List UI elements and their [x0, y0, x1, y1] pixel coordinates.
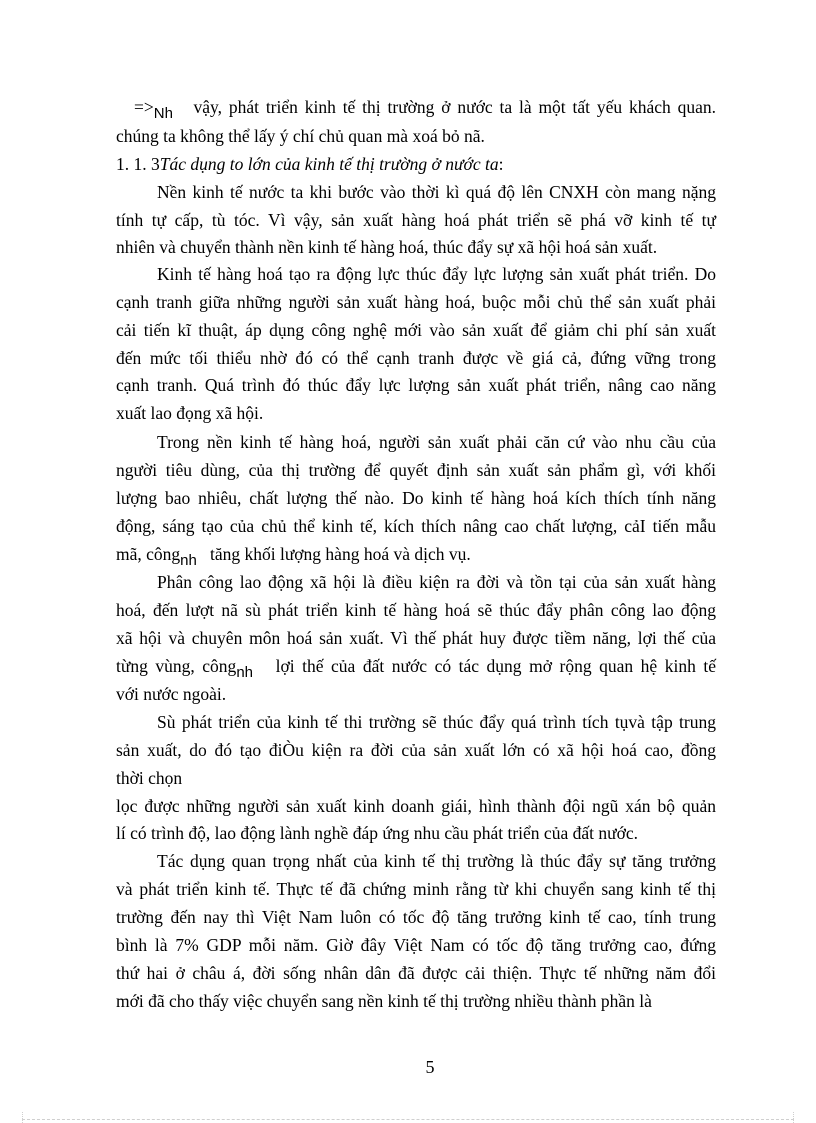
text-line: Kinh tế hàng hoá tạo ra động lực thúc đẩy lực lượng sản xuất phát triển. Do: [157, 264, 716, 284]
text-line: Phân công lao động xã hội là điều kiện ra đời và tồn tại của sản xuất hàng: [157, 572, 716, 592]
text-line: chúng ta không thể lấy ý chí chủ quan mà xoá bỏ nã.: [116, 126, 485, 146]
text-line: Sù phát triển của kinh tế thi trường sẽ thúc đẩy quá trình tích tụvà tập trung: [157, 712, 716, 732]
text-line: mới đã cho thấy việc chuyển sang nền kinh tế thị trường nhiều thành phần là: [116, 991, 652, 1011]
text-line: tính tự cấp, tù tóc. Vì vậy, sản xuất hàng hoá phát triển sẽ phá vỡ kinh tế tự: [116, 210, 716, 230]
text-line: lượng bao nhiêu, chất lượng thế nào. Do kinh tế hàng hoá kích thích tính năng: [116, 488, 716, 508]
text-line: xuất lao đọng xã hội.: [116, 403, 264, 423]
text-line: =>Nh vậy, phát triển kinh tế thị trường ở nước ta là một tất yếu khách quan.: [134, 97, 716, 122]
text-line: từng vùng, côngnh lợi thế của đất nước có tác dụng mở rộng quan hệ kinh tế: [116, 656, 716, 681]
text-line: Trong nền kinh tế hàng hoá, người sản xuất phải căn cứ vào nhu cầu của: [157, 432, 716, 452]
text-line: với nước ngoài.: [116, 684, 227, 704]
text-line: trường đến nay thì Việt Nam luôn có tốc độ tăng trưởng kinh tế cao, tính trung: [116, 907, 716, 927]
text-line: bình là 7% GDP mỗi năm. Giờ đây Việt Nam có tốc độ tăng trưởng cao, đứng: [116, 935, 716, 955]
text-line: thứ hai ở châu á, đời sống nhân dân đã được cải thiện. Thực tế những năm đổi: [116, 963, 716, 983]
text-line: lọc được những người sản xuất kinh doanh giái, hình thành đội ngũ xán bộ quản: [116, 796, 716, 816]
text-line: xã hội và chuyên môn hoá sản xuất. Vì thế phát huy được tiềm năng, lợi thế của: [116, 628, 716, 648]
text-line: nhiên và chuyển thành nền kinh tế hàng hoá, thúc đẩy sự xã hội hoá sản xuất.: [116, 237, 658, 257]
text-line: động, sáng tạo của chủ thể kinh tế, kích thích nâng cao chất lượng, cảI tiến mẫu: [116, 516, 716, 536]
text-line: Tác dụng quan trọng nhất của kinh tế thị trường là thúc đẩy sự tăng trưởng: [157, 851, 716, 871]
text-line: Nền kinh tế nước ta khi bước vào thời kì quá độ lên CNXH còn mang nặng: [157, 182, 716, 202]
page-corner-mark: [793, 1112, 795, 1123]
text-line: cạnh tranh giữa những người sản xuất hàng hoá, buộc mỗi chủ thể sản xuất phải: [116, 292, 716, 312]
text-line: và phát triển kinh tế. Thực tế đã chứng minh rằng từ khi chuyển sang kinh tế thị: [116, 879, 716, 899]
page-corner-mark: [22, 1112, 24, 1123]
page-bottom-border: [22, 1119, 794, 1120]
text-line: mã, côngnh tăng khối lượng hàng hoá và dịch vụ.: [116, 544, 471, 569]
text-line: sản xuất, do đó tạo điÒu kiện ra đời của sản xuất lớn có xã hội hoá cao, đồng: [116, 740, 716, 760]
text-line: cải tiến kĩ thuật, áp dụng công nghệ mới vào sản xuất để giảm chi phí sản xuất: [116, 320, 716, 340]
page-number: 5: [425, 1057, 435, 1077]
section-heading: 1. 1. 3Tác dụng to lớn của kinh tế thị trường ở nước ta:: [116, 154, 504, 174]
text-line: thời chọn: [116, 768, 183, 788]
text-line: cạnh tranh. Quá trình đó thúc đẩy lực lượng sản xuất phát triển, nâng cao năng: [116, 375, 716, 395]
text-line: hoá, đến lượt nã sù phát triển kinh tế hàng hoá sẽ thúc đẩy phân công lao động: [116, 600, 716, 620]
text-line: đến mức tối thiểu nhờ đó có thể cạnh tranh được về giá cả, đứng vững trong: [116, 348, 716, 368]
text-line: người tiêu dùng, của thị trường để quyết định sản xuất sản phẩm gì, với khối: [116, 460, 716, 480]
text-line: lí có trình độ, lao động lành nghề đáp ứng nhu cầu phát triển của đất nước.: [116, 823, 638, 843]
